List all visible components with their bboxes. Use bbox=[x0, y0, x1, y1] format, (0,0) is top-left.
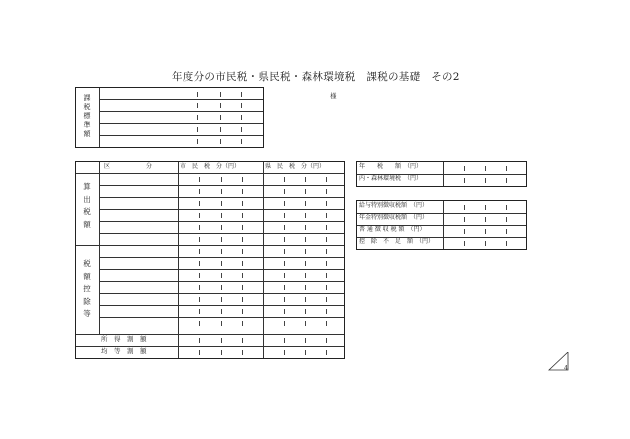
ordinary-collection-label: 普 通 徴 収 税 額 （円） bbox=[359, 226, 426, 233]
per-capita-label: 均 等 割 額 bbox=[101, 347, 147, 355]
recipient-suffix: 様 bbox=[330, 92, 337, 100]
page-number: 4 bbox=[564, 365, 568, 372]
deduction-label: 税 額 控 除 等 bbox=[83, 259, 91, 318]
header-category: 区 分 bbox=[104, 163, 153, 170]
tax-base-label: 課 税 標 準 額 bbox=[83, 94, 91, 138]
deduction-shortfall-label: 控 除 不 足 額 （円） bbox=[359, 238, 435, 245]
header-city-tax: 市 民 税 分（円） bbox=[180, 163, 241, 170]
document-title: 年度分の市民税・県民税・森林環境税 課税の基礎 その2 bbox=[172, 71, 460, 83]
header-pref-tax: 県 民 税 分（円） bbox=[265, 163, 326, 170]
forest-tax-label: 内・森林環境税 （円） bbox=[359, 175, 423, 182]
salary-withholding-label: 給与特別徴収税額 （円） bbox=[359, 202, 429, 209]
calc-table bbox=[75, 161, 345, 359]
income-split-label: 所 得 割 額 bbox=[101, 335, 147, 343]
tax-calc-label: 算 出 税 額 bbox=[83, 182, 91, 229]
annual-tax-label: 年 税 額 （円） bbox=[359, 163, 423, 170]
pension-withholding-label: 年金特別徴収税額 （円） bbox=[359, 214, 429, 221]
tax-base-table bbox=[75, 87, 264, 148]
